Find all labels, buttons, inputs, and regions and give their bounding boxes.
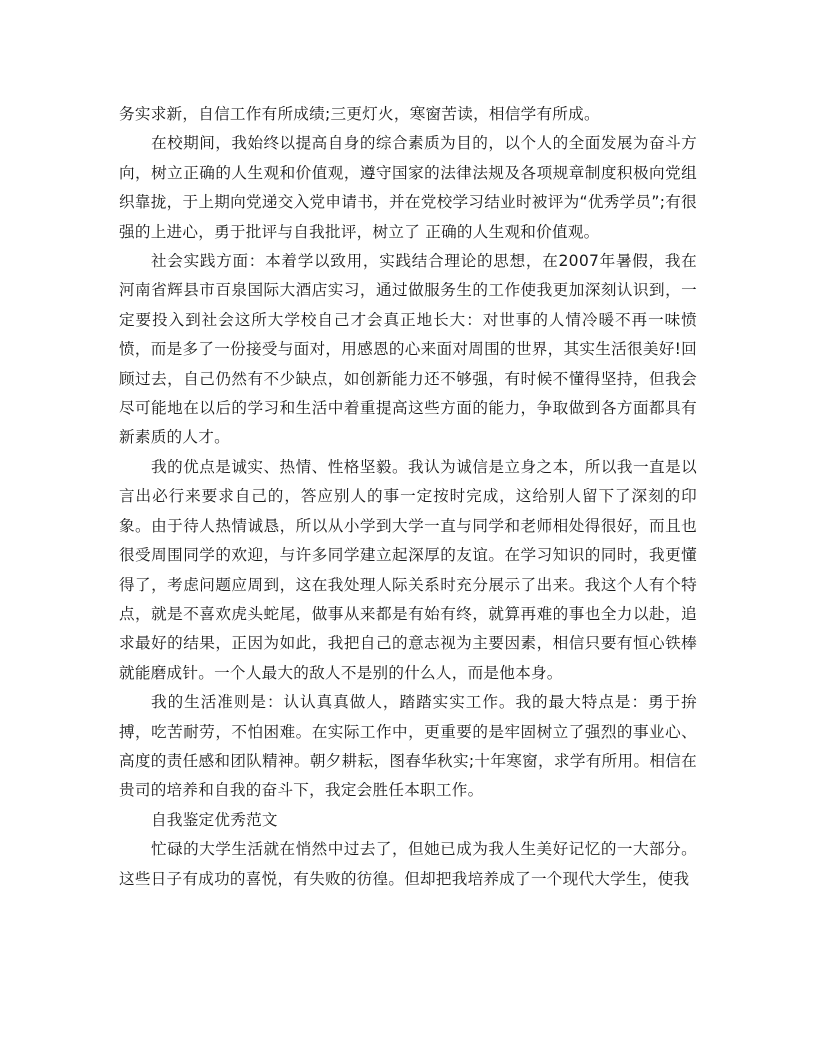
document-body — [119, 100, 697, 894]
section-heading: 自我鉴定优秀范文 — [151, 810, 278, 829]
paragraph-campus-period: 在校期间，我始终以提高自身的综合素质为目的，以个人的全面发展为奋斗方向，树立正确的人生观和价值观，遵守国家的法律法规及各项规章制度积极向党组织靠拢，于上期向党递交入党申请书，并在党校学习结业时被评为“优秀学员”;有很强的上进心，勇于批评与自我批评，树立了 正确的人生观和价值观。 — [119, 134, 697, 241]
paragraph-continuation: 务实求新，自信工作有所成绩;三更灯火，寒窗苦读，相信学有所成。 — [119, 105, 600, 123]
paragraph-life-principles: 我的生活准则是：认认真真做人，踏踏实实工作。我的最大特点是：勇于拚搏，吃苦耐劳，不怕困难。在实际工作中，更重要的是牢固树立了强烈的事业心、高度的责任感和团队精神。朝夕耕耘，图春华秋实;十年寒窗，求学有所用。相信在贵司的培养和自我的奋斗下，我定会胜任本职工作。 — [119, 693, 697, 800]
paragraph-strengths: 我的优点是诚实、热情、性格坚毅。我认为诚信是立身之本，所以我一直是以言出必行来要求自己的，答应别人的事一定按时完成，这给别人留下了深刻的印象。由于待人热情诚恳，所以从小学到大学一直与同学和老师相处得很好，而且也很受周围同学的欢迎，与许多同学建立起深厚的友谊。在学习知识的同时，我更懂得了，考虑问题应周到，这在我处理人际关系时充分展示了出来。我这个人有个特点，就是不喜欢虎头蛇尾，做事从来都是有始有终，就算再难的事也全力以赴，追求最好的结果，正因为如此，我把自己的意志视为主要因素，相信只要有恒心铁棒就能磨成针。一个人最大的敌人不是别的什么人，而是他本身。 — [119, 457, 697, 682]
paragraph-college-life: 忙碌的大学生活就在悄然中过去了，但她已成为我人生美好记忆的一大部分。这些日子有成功的喜悦，有失败的彷徨。但却把我培养成了一个现代大学生，使我 — [119, 840, 697, 888]
paragraph-social-practice: 社会实践方面：本着学以致用，实践结合理论的思想，在2007年暑假，我在河南省辉县市百泉国际大酒店实习，通过做服务生的工作使我更加深刻认识到，一定要投入到社会这所大学校自己才会真正地长大：对世事的人情冷暖不再一味愤愤，而是多了一份接受与面对，用感恩的心来面对周围的世界，其实生活很美好!回顾过去，自己仍然有不少缺点，如创新能力还不够强，有时候不懂得坚持，但我会尽可能地在以后的学习和生活中着重提高这些方面的能力，争取做到各方面都具有新素质的人才。 — [119, 252, 697, 447]
